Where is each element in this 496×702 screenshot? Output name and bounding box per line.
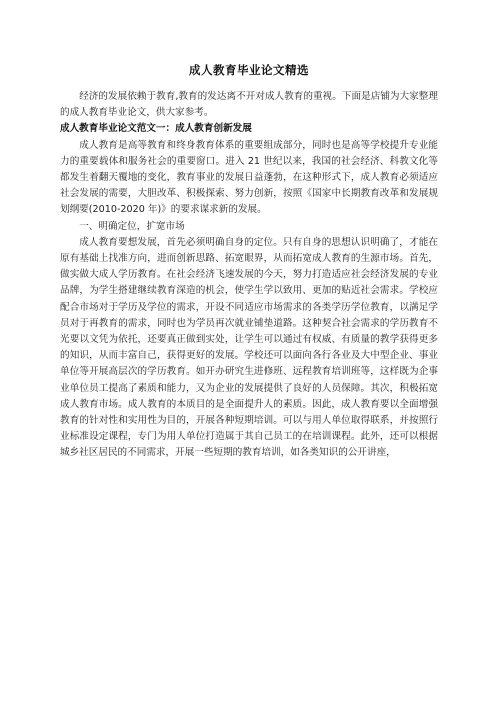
document-title: 成人教育毕业论文精选 [189,63,309,77]
document-page [60,62,438,462]
sub-heading-1: 一、明确定位，扩宽市场 [79,220,185,232]
section-title: 成人教育毕业论文范文一：成人教育创新发展 [60,123,252,135]
body-paragraph-1: 成人教育是高等教育和终身教育体系的重要组成部分，同时也是高等学校提升专业能力的重要载体和服务社会的重要窗口。进入 21 世纪以来，我国的社会经济、科教文化等都发生着翻天覆地的变化，教育事业的发展日益蓬勃，在这种形式下，成人教育必须适应社会发展的需要，大胆改革、积极探索、努力创新，按照《国家中长期教育改革和发展规划纲要(2010-2020 年)》的要求谋求新的发展。 [60,139,438,216]
body-paragraph-2: 成人教育要想发展，首先必须明确自身的定位。只有自身的思想认识明确了，才能在原有基础上找准方向，进而创新思路、拓宽眼界，从而拓宽成人教育的生源市场。首先，做实做大成人学历教育。在社会经济飞速发展的今天，努力打造适应社会经济发展的专业品牌，为学生搭建继续教育深造的机会，使学生学以致用、更加的贴近社会需求。学校应配合市场对于学历及学位的需求，开设不同适应市场需求的各类学历学位教育，以满足学员对于再教育的需求，同时也为学员再次就业铺垫道路。这种契合社会需求的学历教育不光要以文凭为依托，还要真正做到实处，让学生可以通过有权威、有质量的教学获得更多的知识，从而丰富自己，获得更好的发展。学校还可以面向各行各业及大中型企业、事业单位等开展高层次的学历教育。如开办研究生进修班、远程教育培训班等，这样既为企事业单位员工提高了素质和能力，又为企业的发展提供了良好的人员保障。其次，积极拓宽成人教育市场。成人教育的本质目的是全面提升人的素质。因此，成人教育要以全面增强教育的针对性和实用性为目的，开展各种短期培训。可以与用人单位取得联系，并按照行业标准设定课程，专门为用人单位打造属于其自己员工的在培训课程。此外，还可以根据城乡社区居民的不同需求，开展一些短期的教育培训，如各类知识的公开讲座， [60,236,438,459]
intro-paragraph: 经济的发展依赖于教育,教育的发达离不开对成人教育的重视。下面是店铺为大家整理的成人教育毕业论文，供大家参考。 [60,91,438,119]
